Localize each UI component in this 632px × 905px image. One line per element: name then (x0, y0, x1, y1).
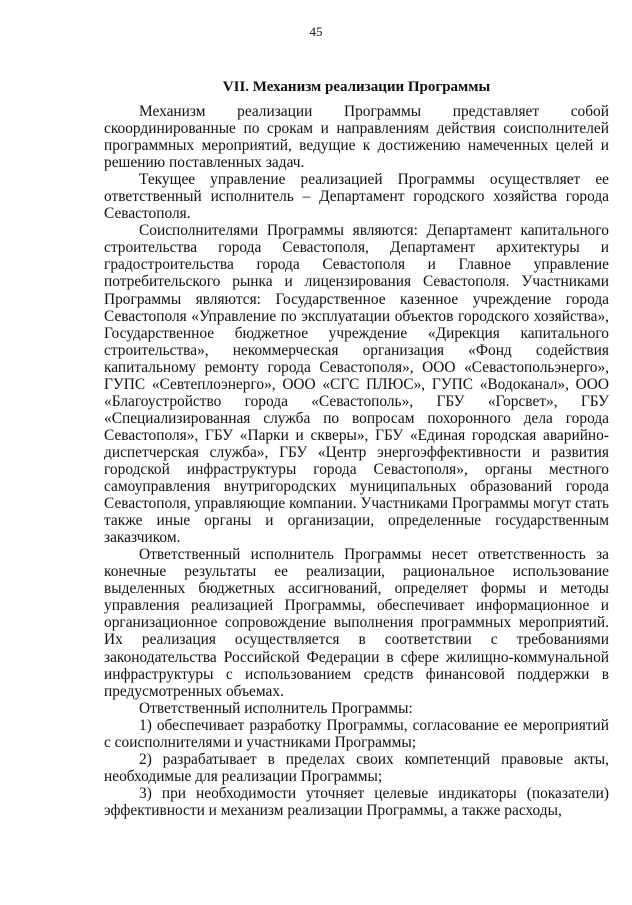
paragraph-responsibility: Ответственный исполнитель Программы несет ответственность за конечные результаты ее реализации, рациональное использование выделенных бюджетных ассигнований, определяет формы и методы управления реализацией Программы, обеспечивает информационное и организационное сопровождение выполнения программных мероприятий. Их реализация осуществляется в соответствии с требованиями законодательства Российской Федерации в сфере жилищно-коммунальной инфраструктуры с использованием средств финансовой поддержки в предусмотренных объемах. (104, 546, 609, 700)
paragraph-executor-intro: Ответственный исполнитель Программы: (139, 699, 413, 717)
list-item-2: 2) разрабатывает в пределах своих компетенций правовые акты, необходимые для реализации Программы; (104, 750, 609, 785)
list-item-3: 3) при необходимости уточняет целевые индикаторы (показатели) эффективности и механизм реализации Программы, а также расходы, (104, 784, 609, 819)
paragraph-current-management: Текущее управление реализацией Программы осуществляет ее ответственный исполнитель – Департамент городского хозяйства города Севастополя. (104, 171, 609, 223)
paragraph-co-executors: Соисполнителями Программы являются: Департамент капитального строительства города Севастополя, Департамент архитектуры и градостроительства города Севастополя и Главное управление потребительского рынка и лицензирования Севастополя. Участниками Программы являются: Государственное казенное учреждение города Севастополя «Управление по эксплуатации объектов городского хозяйства», Государственное бюджетное учреждение «Дирекция капитального строительства», некоммерческая организация «Фонд содействия капитальному ремонту города Севастополя», ООО «Севастопольэнерго», ГУПС «Севтеплоэнерго», ООО «СГС ПЛЮС», ГУПС «Водоканал», ООО «Благоустройство города «Севастополь», ГБУ «Горсвет», ГБУ «Специализированная служба по вопросам похоронного дела города Севастополя», ГБУ «Парки и скверы», ГБУ «Единая городская аварийно-диспетчерская служба», ГБУ «Центр энергоэффективности и развития городской инфраструктуры города Севастополя», органы местного самоуправления внутригородских муниципальных образований города Севастополя, управляющие компании. Участниками Программы могут стать также иные органы и организации, определенные государственным заказчиком. (104, 222, 609, 547)
body-text (104, 103, 609, 819)
section-heading: VII. Механизм реализации Программы (222, 79, 491, 95)
list-item-1: 1) обеспечивает разработку Программы, согласование ее мероприятий с соисполнителями и участниками Программы; (104, 716, 609, 751)
paragraph-mechanism: Механизм реализации Программы представляет собой скоординированные по срокам и направлениям действия соисполнителей программных мероприятий, ведущие к достижению намеченных целей и решению поставленных задач. (104, 103, 609, 172)
page-number: 45 (309, 24, 323, 39)
